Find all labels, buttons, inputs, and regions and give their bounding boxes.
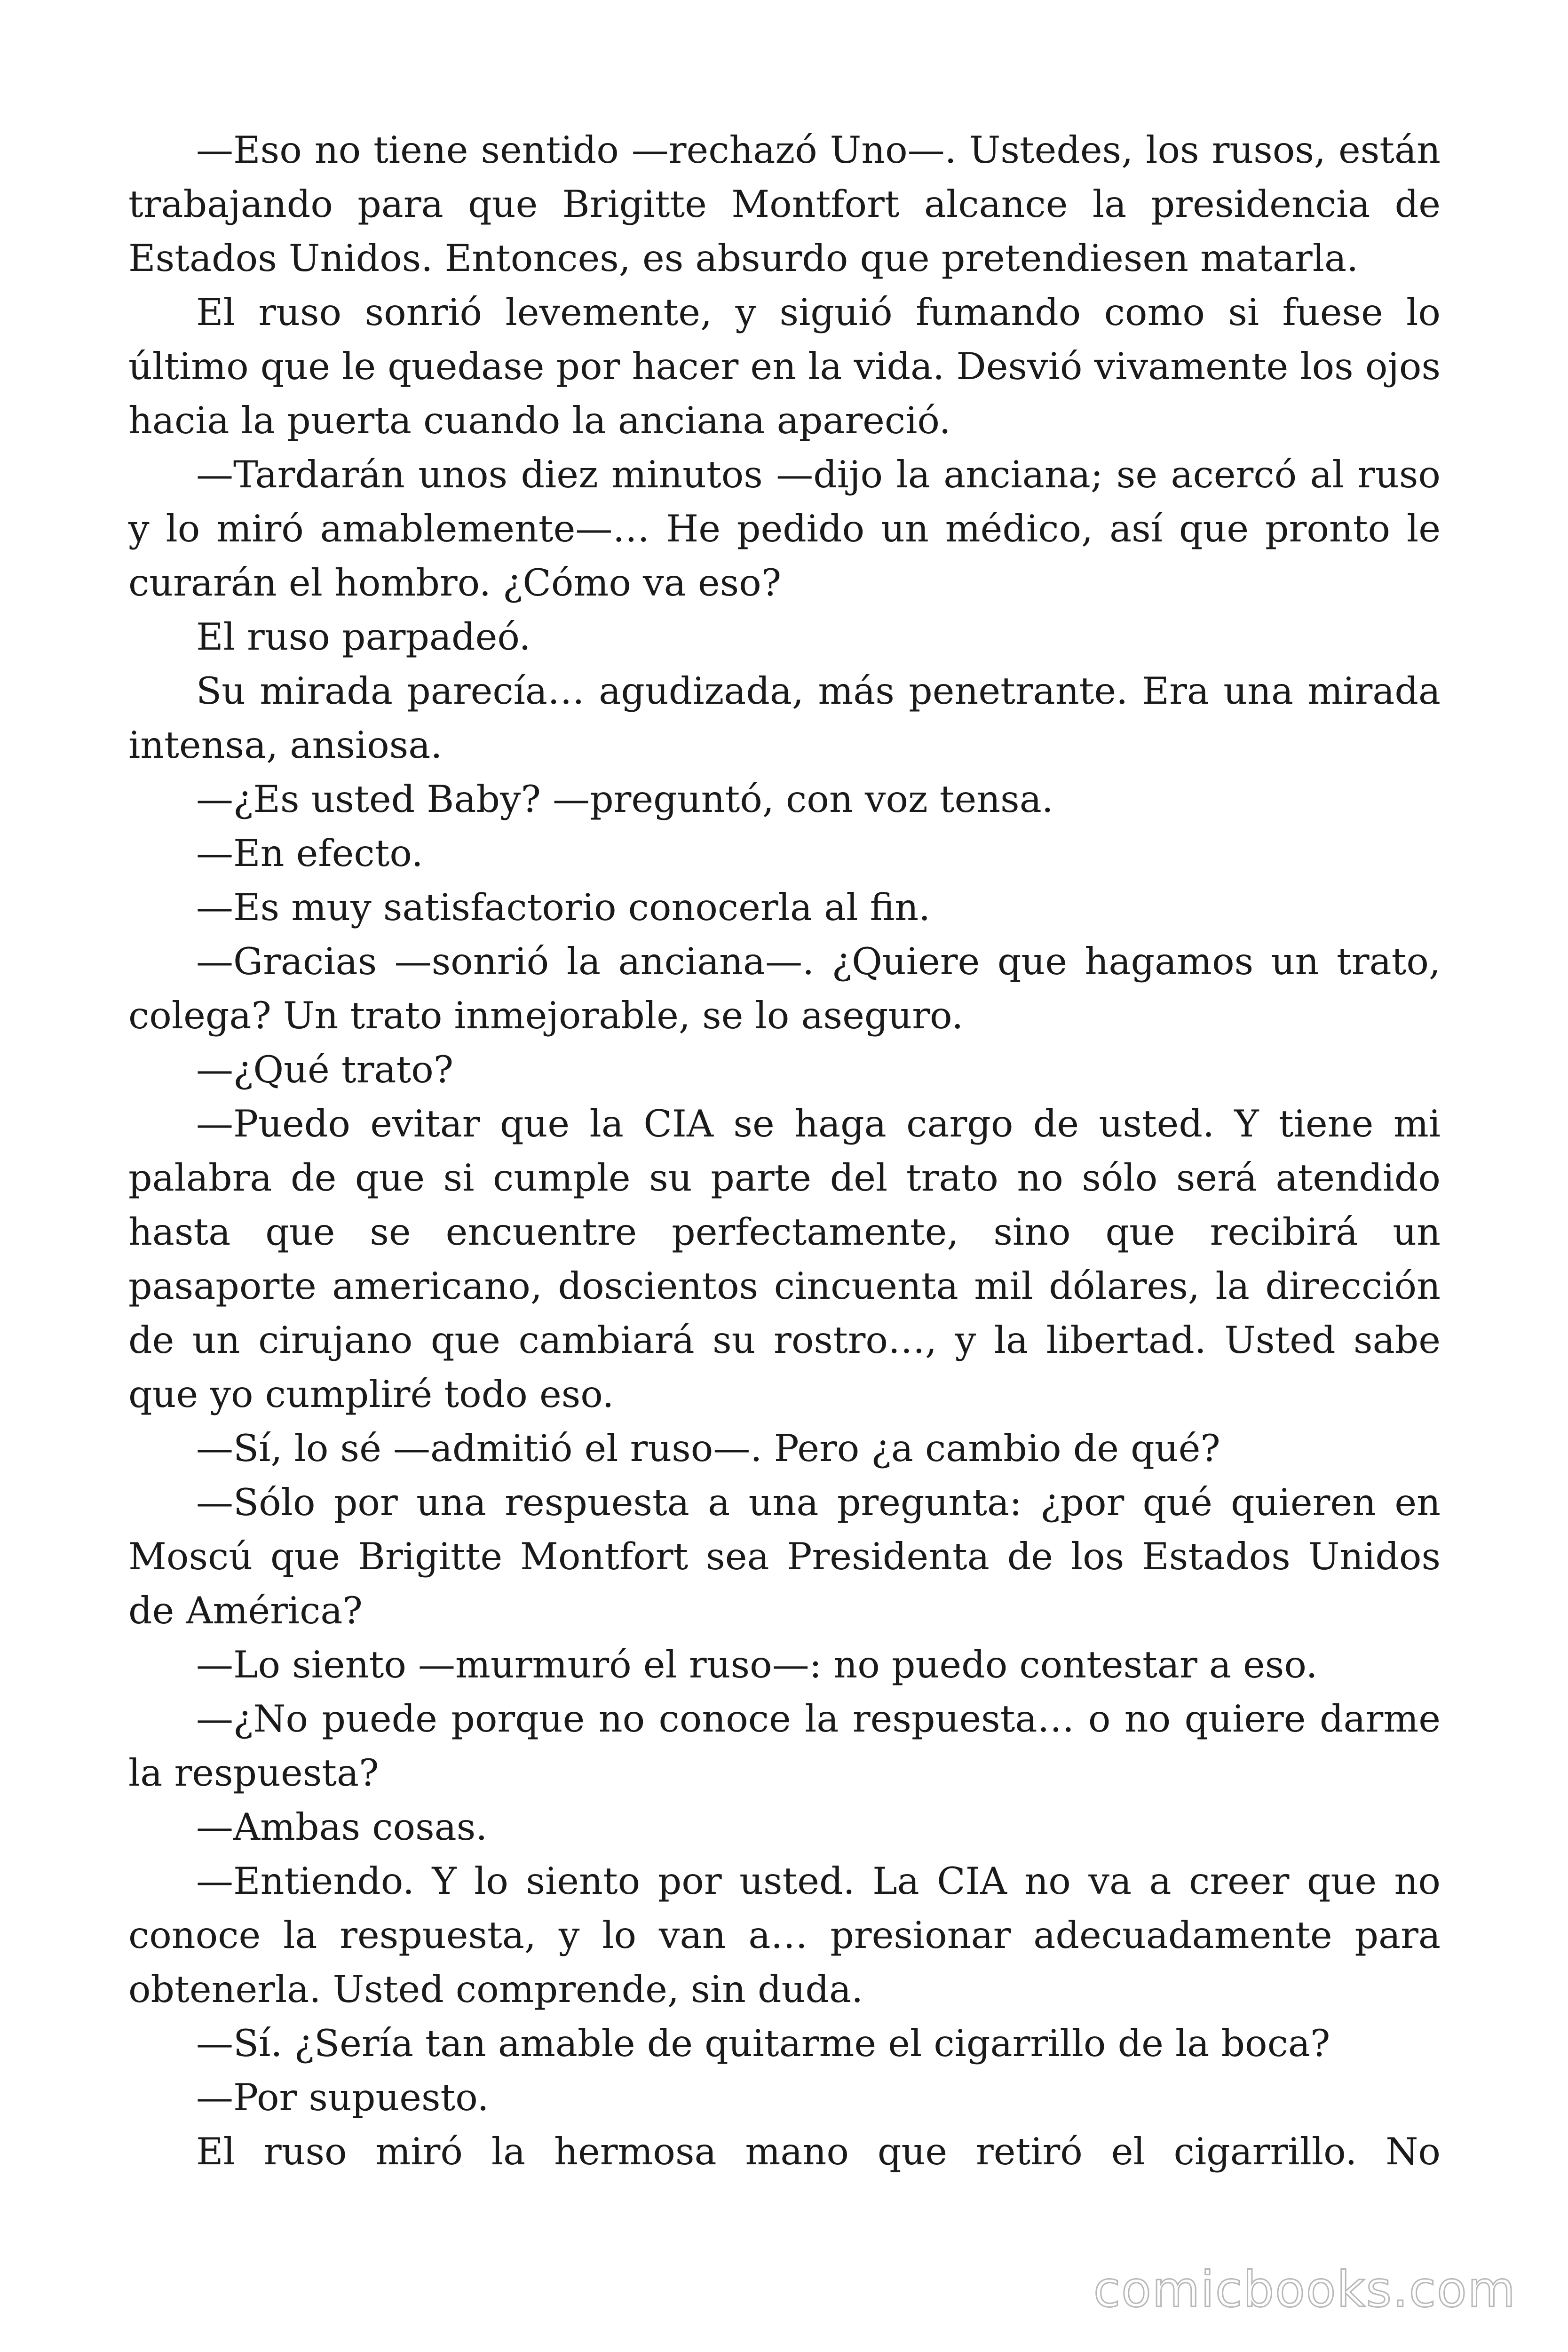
paragraph: —Por supuesto. xyxy=(196,2076,489,2119)
paragraph: —Gracias —sonrió la anciana—. ¿Quiere que hagamos un trato, colega? Un trato inmejorable, se lo aseguro. xyxy=(128,940,1441,1037)
paragraph: —¿No puede porque no conoce la respuesta… o no quiere darme la respuesta? xyxy=(128,1697,1441,1795)
paragraph-last: El ruso miró la hermosa mano que retiró el cigarrillo. No xyxy=(196,2130,1441,2173)
paragraph: El ruso sonrió levemente, y siguió fumando como si fuese lo último que le quedase por hacer en la vida. Desvió vivamente los ojos hacia la puerta cuando la anciana apareció. xyxy=(128,291,1441,442)
paragraph: —¿Qué trato? xyxy=(196,1048,454,1091)
paragraph: —Sí. ¿Sería tan amable de quitarme el cigarrillo de la boca? xyxy=(196,2022,1330,2065)
paragraph: Su mirada parecía… agudizada, más penetrante. Era una mirada intensa, ansiosa. xyxy=(128,669,1441,767)
paragraph: —Ambas cosas. xyxy=(196,1805,488,1849)
paragraph: —Sí, lo sé —admitió el ruso—. Pero ¿a cambio de qué? xyxy=(196,1427,1220,1470)
watermark: comicbooks.com xyxy=(1093,2261,1516,2318)
paragraph: —Eso no tiene sentido —rechazó Uno—. Ustedes, los rusos, están trabajando para que Brigitte Montfort alcance la presidencia de Estados Unidos. Entonces, es absurdo que pretendiesen matarla. xyxy=(128,128,1441,280)
paragraph: —Entiendo. Y lo siento por usted. La CIA no va a creer que no conoce la respuesta, y lo van a… presionar adecuadamente para obtenerla. Usted comprende, sin duda. xyxy=(128,1859,1441,2011)
paragraph: —Puedo evitar que la CIA se haga cargo de usted. Y tiene mi palabra de que si cumple su parte del trato no sólo será atendido hasta que se encuentre perfectamente, sino que recibirá un pasaporte americano, doscientos cincuenta mil dólares, la dirección de un cirujano que cambiará su rostro…, y la libertad. Usted sabe que yo cumpliré todo eso. xyxy=(128,1102,1441,1416)
paragraph: El ruso parpadeó. xyxy=(196,615,531,659)
paragraph: —Sólo por una respuesta a una pregunta: ¿por qué quieren en Moscú que Brigitte Montfort sea Presidenta de los Estados Unidos de América? xyxy=(128,1481,1441,1632)
paragraph: —Lo siento —murmuró el ruso—: no puedo contestar a eso. xyxy=(196,1643,1318,1686)
paragraph: —En efecto. xyxy=(196,832,423,875)
page-text xyxy=(128,123,1441,2179)
paragraph: —Tardarán unos diez minutos —dijo la anciana; se acercó al ruso y lo miró amablemente—… He pedido un médico, así que pronto le curarán el hombro. ¿Cómo va eso? xyxy=(128,453,1441,604)
paragraph: —¿Es usted Baby? —preguntó, con voz tensa. xyxy=(196,778,1053,821)
paragraph: —Es muy satisfactorio conocerla al fin. xyxy=(196,886,931,929)
